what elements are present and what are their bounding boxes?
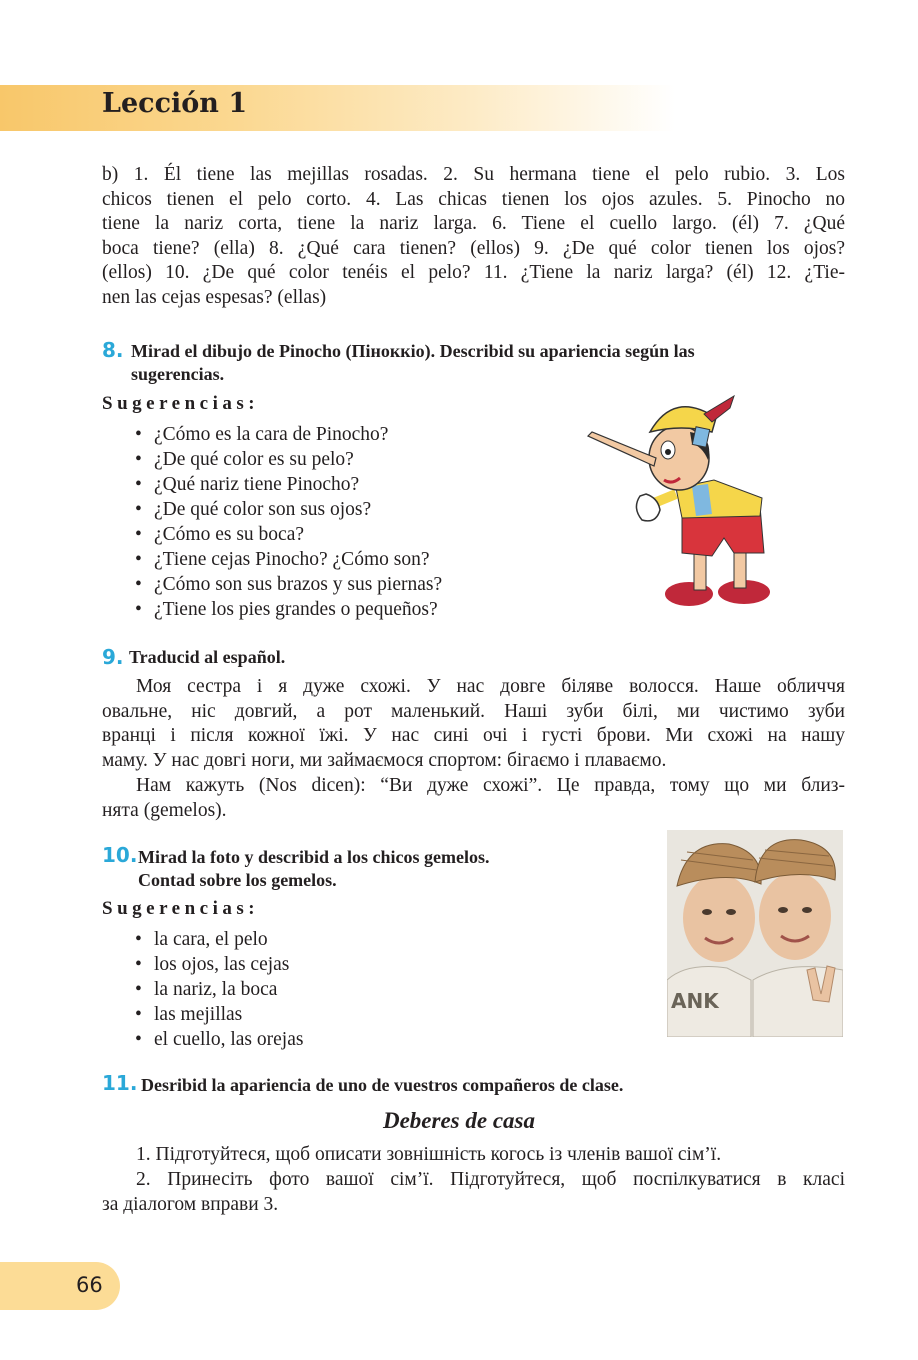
text-line: вранці і після кожної їжі. У нас сині очі і густі брови. Ми схожі на нашу (102, 725, 845, 747)
list-item: • ¿Tiene cejas Pinocho? ¿Cómo son? (132, 547, 442, 572)
text-line: 1. Підготуйтеся, щоб описати зовнішність когось із членів вашої сім’ї. (136, 1144, 722, 1165)
text-line: овальне, ніс довгий, а рот маленький. Наші зуби білі, ми чистимо зуби (102, 700, 845, 722)
list-item: • ¿De qué color es su pelo? (132, 447, 442, 472)
lesson-title: Lección 1 (102, 88, 248, 119)
text-line: маму. У нас довгі ноги, ми займаємося спортом: бігаємо і плаваємо. (102, 749, 667, 771)
exercise-8-number: 8. (102, 338, 124, 362)
exercise-11-instruction: Desribid la apariencia de uno de vuestros compañeros de clase. (141, 1075, 624, 1095)
text-line: Моя сестра і я дуже схожі. У нас довге біляве волосся. Наше обличчя (136, 676, 845, 697)
instruction-line: sugerencias. (131, 364, 225, 384)
list-item: • las mejillas (132, 1002, 303, 1027)
exercise-10-instruction (138, 846, 489, 892)
exercise-10-suggestion-list (132, 927, 303, 1052)
text-line: boca tiene? (ella) 8. ¿Qué cara tienen? (ellos) 9. ¿De qué color tienen los ojos? (102, 237, 845, 259)
text-line: nen las cejas espesas? (ellas) (102, 286, 327, 308)
list-item: • ¿Cómo es su boca? (132, 522, 442, 547)
list-item: • ¿Cómo es la cara de Pinocho? (132, 422, 442, 447)
shirt-print-text: ANK (671, 989, 719, 1013)
section-b-paragraph (102, 163, 845, 311)
page-number: 66 (76, 1273, 103, 1297)
text-line: нята (gemelos). (102, 799, 227, 821)
text-line: b) 1. Él tiene las mejillas rosadas. 2. Su hermana tiene el pelo rubio. 3. Los (102, 164, 845, 185)
exercise-9-instruction: Traducid al español. (129, 647, 286, 667)
text-line: Нам кажуть (Nos dicen): “Ви дуже схожі”. Це правда, тому що ми близ- (136, 775, 845, 796)
exercise-9-number: 9. (102, 645, 124, 669)
instruction-line: Mirad la foto y describid a los chicos gemelos. (138, 847, 490, 867)
list-item: • los ojos, las cejas (132, 952, 303, 977)
list-item: • la nariz, la boca (132, 977, 303, 1002)
exercise-8-sugerencias-label: Sugerencias: (102, 393, 260, 414)
exercise-11-number: 11. (102, 1071, 138, 1095)
exercise-8-instruction (131, 340, 847, 386)
instruction-line: Contad sobre los gemelos. (138, 870, 337, 890)
homework-item-1 (102, 1143, 845, 1168)
list-item: • ¿De qué color son sus ojos? (132, 497, 442, 522)
instruction-line: Mirad el dibujo de Pinocho (Пiноккiо). Describid su apariencia según las (131, 341, 695, 361)
text-line: chicos tienen el pelo corto. 4. Las chicas tienen los ojos azules. 5. Pinocho no (102, 188, 845, 210)
exercise-9-paragraph-1 (102, 675, 845, 773)
list-item: • ¿Qué nariz tiene Pinocho? (132, 472, 442, 497)
exercise-10-number: 10. (102, 843, 138, 867)
text-line: tiene la nariz corta, tiene la nariz larga. 6. Tiene el cuello largo. (él) 7. ¿Qué (102, 213, 845, 235)
list-item: • ¿Tiene los pies grandes o pequeños? (132, 597, 442, 622)
pinocchio-illustration (584, 388, 784, 618)
list-item: • ¿Cómo son sus brazos y sus piernas? (132, 572, 442, 597)
exercise-8-suggestion-list (132, 422, 442, 622)
exercise-10-sugerencias-label: Sugerencias: (102, 898, 260, 919)
text-line: (ellos) 10. ¿De qué color tenéis el pelo? 11. ¿Tiene la nariz larga? (él) 12. ¿Tie- (102, 262, 845, 284)
homework-title: Deberes de casa (382, 1108, 535, 1133)
exercise-9-paragraph-2 (102, 774, 845, 823)
text-line: 2. Принесіть фото вашої сім’ї. Підготуйтеся, щоб поспілкуватися в класі (136, 1169, 845, 1190)
list-item: • el cuello, las orejas (132, 1027, 303, 1052)
list-item: • la cara, el pelo (132, 927, 303, 952)
twins-photo (667, 830, 843, 1037)
text-line: за діалогом вправи 3. (102, 1193, 279, 1215)
homework-item-2 (102, 1168, 845, 1217)
